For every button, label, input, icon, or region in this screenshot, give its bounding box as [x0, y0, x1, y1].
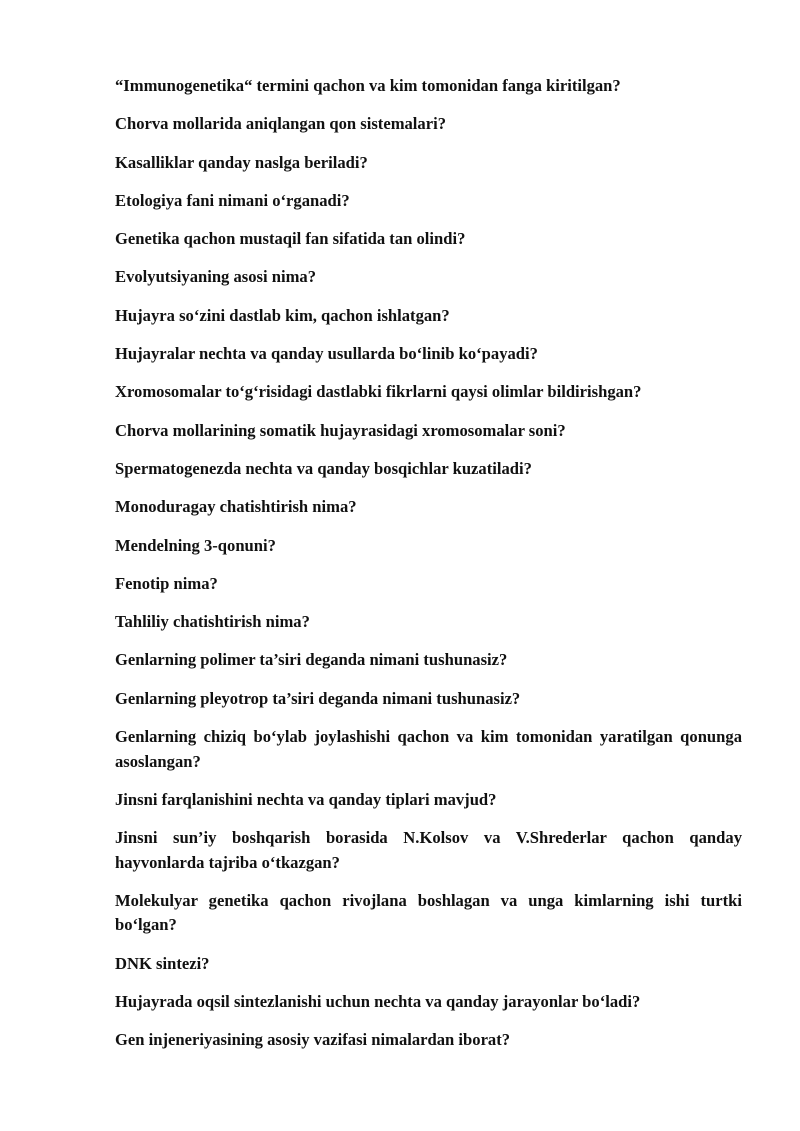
question-item: Evolyutsiyaning asosi nima? — [115, 267, 317, 287]
question-item: Chorva mollarining somatik hujayrasidagi xromosomalar soni? — [115, 420, 566, 440]
question-item: Hujayrada oqsil sintezlanishi uchun nechta va qanday jarayonlar bo‘ladi? — [115, 992, 641, 1012]
question-item: Genlarning chiziq bo‘ylab joylashishi qachon va kim tomonidan yaratilgan qonunga asoslangan? — [115, 727, 742, 771]
question-item: Genlarning polimer ta’siri deganda nimani tushunasiz? — [115, 650, 508, 670]
question-item: Kasalliklar qanday naslga beriladi? — [115, 152, 368, 172]
question-item: Gen injeneriyasining asosiy vazifasi nimalardan iborat? — [115, 1030, 511, 1050]
question-item: Jinsni sun’iy boshqarish borasida N.Kolsov va V.Shrederlar qachon qanday hayvonlarda tajriba o‘tkazgan? — [115, 828, 742, 872]
question-item: Spermatogenezda nechta va qanday bosqichlar kuzatiladi? — [115, 458, 532, 478]
question-item: Genetika qachon mustaqil fan sifatida tan olindi? — [115, 229, 466, 249]
question-item: Chorva mollarida aniqlangan qon sistemalari? — [115, 114, 446, 134]
question-item: Jinsni farqlanishini nechta va qanday tiplari mavjud? — [115, 789, 497, 809]
question-item: Molekulyar genetika qachon rivojlana boshlagan va unga kimlarning ishi turtki bo‘lgan? — [115, 890, 742, 935]
question-item: “Immunogenetika“ termini qachon va kim tomonidan fanga kiritilgan? — [115, 76, 621, 95]
question-item: Monoduragay chatishtirish nima? — [115, 497, 357, 517]
question-item: DNK sintezi? — [115, 953, 210, 973]
question-item: Mendelning 3-qonuni? — [115, 535, 276, 555]
question-item: Hujayralar nechta va qanday usullarda bo‘linib ko‘payadi? — [115, 344, 538, 364]
question-item: Fenotip nima? — [115, 573, 218, 593]
question-item: Xromosomalar to‘g‘risidagi dastlabki fikrlarni qaysi olimlar bildirishgan? — [115, 382, 642, 402]
question-item: Tahliliy chatishtirish nima? — [115, 612, 310, 632]
question-list — [115, 74, 742, 1067]
question-item: Hujayra so‘zini dastlab kim, qachon ishlatgan? — [115, 305, 450, 325]
question-item: Genlarning pleyotrop ta’siri deganda nimani tushunasiz? — [115, 688, 521, 708]
question-item: Etologiya fani nimani o‘rganadi? — [115, 190, 350, 210]
